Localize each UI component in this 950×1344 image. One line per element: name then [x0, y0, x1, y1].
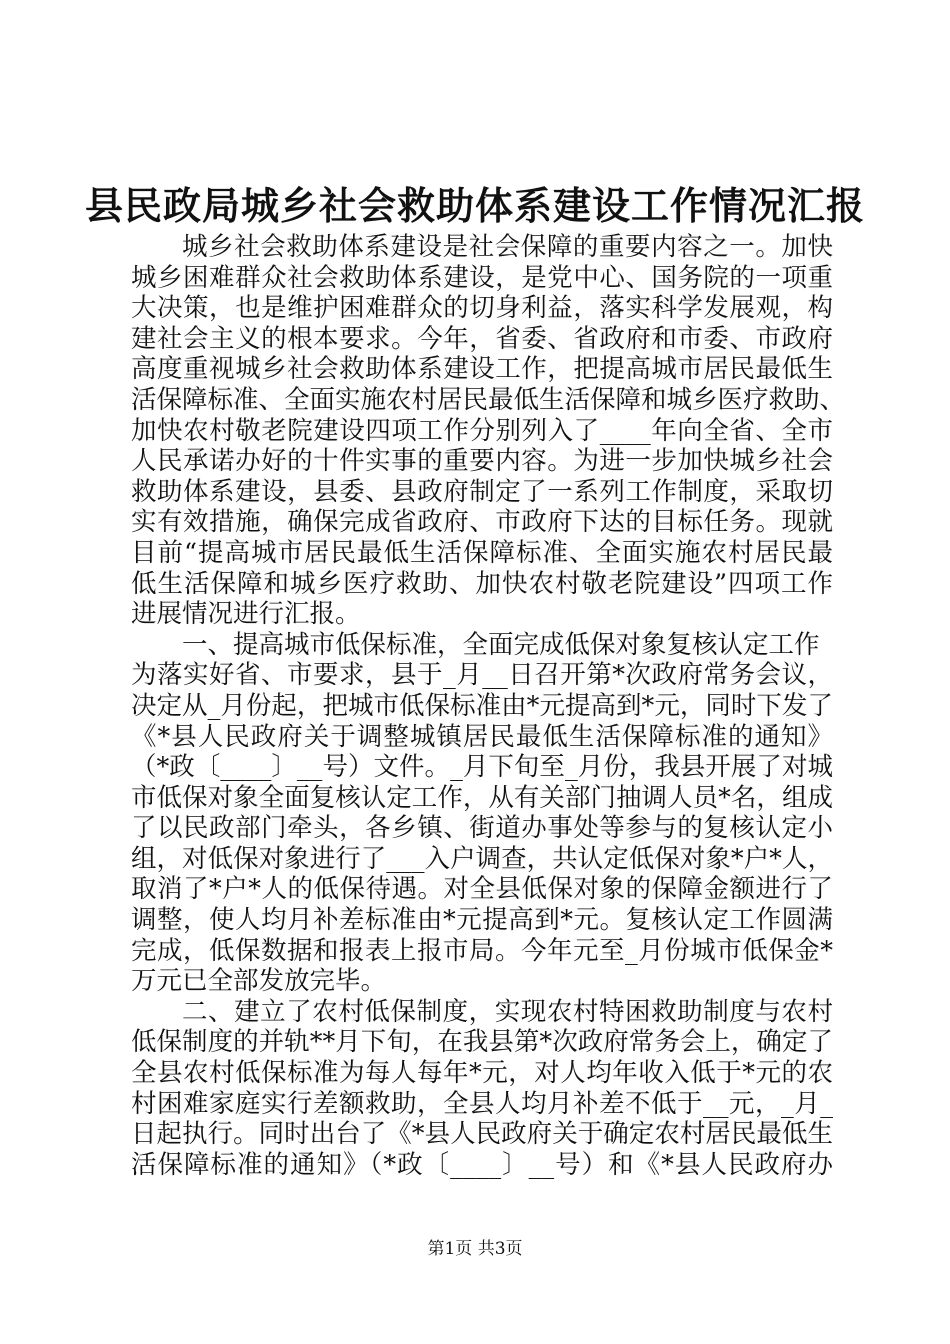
body-line: 大决策，也是维护困难群众的切身利益，落实科学发展观，构 [131, 293, 833, 324]
body-line: 调整，使人均月补差标准由*元提高到*元。复核认定工作圆满 [131, 905, 833, 936]
body-line: 取消了*户*人的低保待遇。对全县低保对象的保障金额进行了 [131, 874, 833, 905]
body-line: 低保制度的并轨**月下旬，在我县第*次政府常务会上，确定了 [131, 1027, 833, 1058]
body-line: 了以民政部门牵头，各乡镇、街道办事处等参与的复核认定小 [131, 813, 833, 844]
body-line: 决定从_月份起，把城市低保标准由*元提高到*元，同时下发了 [131, 690, 833, 721]
body-line: 人民承诺办好的十件实事的重要内容。为进一步加快城乡社会 [131, 446, 833, 477]
body-line: 救助体系建设，县委、县政府制定了一系列工作制度，采取切 [131, 476, 833, 507]
body-line: 进展情况进行汇报。 [131, 599, 361, 630]
body-line: 全县农村低保标准为每人每年*元，对人均年收入低于*元的农 [131, 1058, 833, 1089]
body-line: 建社会主义的根本要求。今年，省委、省政府和市委、市政府 [131, 323, 833, 354]
body-line: 为落实好省、市要求，县于_月__日召开第*次政府常务会议， [131, 660, 833, 691]
body-line: 城乡困难群众社会救助体系建设，是党中心、国务院的一项重 [131, 262, 833, 293]
body-line: 市低保对象全面复核认定工作，从有关部门抽调人员*名，组成 [131, 782, 833, 813]
document-body [131, 232, 846, 1180]
body-line: 实有效措施，确保完成省政府、市政府下达的目标任务。现就 [131, 507, 833, 538]
body-line: 日起执行。同时出台了《*县人民政府关于确定农村居民最低生 [131, 1119, 833, 1150]
body-line: 活保障标准、全面实施农村居民最低生活保障和城乡医疗救助、 [131, 384, 846, 415]
document-title: 县民政局城乡社会救助体系建设工作情况汇报 [84, 183, 865, 228]
body-line: 完成，低保数据和报表上报市局。今年元至_月份城市低保金* [131, 935, 833, 966]
body-line: 组，对低保对象进行了___入户调查，共认定低保对象*户*人， [131, 843, 833, 874]
section-heading-1: 一、提高城市低保标准，全面完成低保对象复核认定工作 [182, 629, 820, 660]
page-number-footer: 第1页 共3页 [427, 1239, 523, 1259]
body-line: 万元已全部发放完毕。 [131, 966, 387, 997]
body-line: 《*县人民政府关于调整城镇居民最低生活保障标准的通知》 [131, 721, 833, 752]
body-line: （*政〔____〕__号）文件。_月下旬至_月份，我县开展了对城 [131, 752, 833, 783]
body-line: 加快农村敬老院建设四项工作分别列入了____年向全省、全市 [131, 415, 833, 446]
body-line: 村困难家庭实行差额救助，全县人均月补差不低于__元，_月_ [131, 1088, 833, 1119]
body-line: 目前“提高城市居民最低生活保障标准、全面实施农村居民最 [131, 537, 833, 568]
body-line: 活保障标准的通知》（*政〔____〕__号）和《*县人民政府办 [131, 1149, 833, 1180]
body-line: 高度重视城乡社会救助体系建设工作，把提高城市居民最低生 [131, 354, 833, 385]
body-line: 低生活保障和城乡医疗救助、加快农村敬老院建设”四项工作 [131, 568, 833, 599]
section-heading-2: 二、建立了农村低保制度，实现农村特困救助制度与农村 [182, 996, 833, 1027]
body-line: 城乡社会救助体系建设是社会保障的重要内容之一。加快 [182, 232, 833, 262]
